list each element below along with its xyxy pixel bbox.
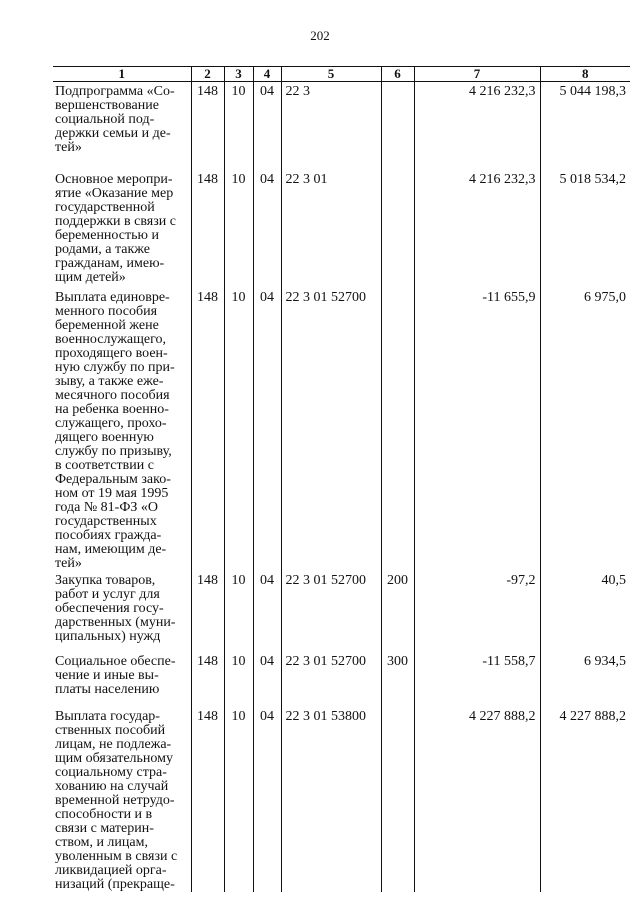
column-header-7: 7 xyxy=(414,67,540,82)
cell-ministry: 148 xyxy=(191,571,224,652)
cell-ministry: 148 xyxy=(191,82,224,170)
cell-amount-8: 6 934,5 xyxy=(540,652,630,707)
cell-amount-7: -11 655,9 xyxy=(414,288,540,571)
column-header-8: 8 xyxy=(540,67,630,82)
cell-expense-type: 200 xyxy=(381,571,414,652)
page-number: 202 xyxy=(310,28,330,43)
row-name: Выплата государ- ственных пособий лицам, не подлежа- щим обязательному социальному стра- хованию на случай временной нетрудо- способности и в связи с материн- ством, и лицам, уволенным в связи с ликвидацией орга- низаций (прекраще- xyxy=(53,707,191,892)
cell-section: 10 xyxy=(224,652,253,707)
cell-subsection: 04 xyxy=(253,652,281,707)
cell-subsection: 04 xyxy=(253,288,281,571)
cell-amount-8: 5 018 534,2 xyxy=(540,170,630,288)
column-header-3: 3 xyxy=(224,67,253,82)
cell-expense-type xyxy=(381,170,414,288)
row-name: Основное меропри- ятие «Оказание мер государственной поддержки в связи с беременностью и родами, а также гражданам, имею- щим детей» xyxy=(53,170,191,288)
column-header-1: 1 xyxy=(53,67,191,82)
cell-expense-type xyxy=(381,288,414,571)
table-row xyxy=(53,82,630,170)
column-header-4: 4 xyxy=(253,67,281,82)
cell-expense-type: 300 xyxy=(381,652,414,707)
column-header-6: 6 xyxy=(381,67,414,82)
cell-target: 22 3 01 52700 xyxy=(281,571,381,652)
cell-target: 22 3 01 52700 xyxy=(281,288,381,571)
table-row xyxy=(53,652,630,707)
table-row xyxy=(53,170,630,288)
cell-section: 10 xyxy=(224,170,253,288)
cell-amount-8: 6 975,0 xyxy=(540,288,630,571)
cell-target: 22 3 01 xyxy=(281,170,381,288)
cell-target: 22 3 01 52700 xyxy=(281,652,381,707)
cell-subsection: 04 xyxy=(253,571,281,652)
cell-subsection: 04 xyxy=(253,707,281,892)
cell-ministry: 148 xyxy=(191,707,224,892)
row-name: Выплата единовре- менного пособия беременной жене военнослужащего, проходящего воен- ную службу по при- зыву, а также еже- месячного пособия на ребенка военно- служащего, прохо- дящего военную службу по призыву, в соответствии с Федеральным зако- ном от 19 мая 1995 года № 81-ФЗ «О государственных пособиях гражда- нам, имеющим де- тей» xyxy=(53,288,191,571)
cell-subsection: 04 xyxy=(253,82,281,170)
table-row xyxy=(53,571,630,652)
cell-expense-type xyxy=(381,82,414,170)
cell-target: 22 3 01 53800 xyxy=(281,707,381,892)
cell-amount-8: 40,5 xyxy=(540,571,630,652)
row-name: Подпрограмма «Со- вершенствование социальной под- держки семьи и де- тей» xyxy=(53,82,191,170)
cell-section: 10 xyxy=(224,288,253,571)
header-row xyxy=(53,67,630,82)
table-row xyxy=(53,707,630,892)
column-header-5: 5 xyxy=(281,67,381,82)
cell-section: 10 xyxy=(224,82,253,170)
cell-amount-8: 4 227 888,2 xyxy=(540,707,630,892)
cell-subsection: 04 xyxy=(253,170,281,288)
cell-ministry: 148 xyxy=(191,288,224,571)
cell-amount-7: -97,2 xyxy=(414,571,540,652)
cell-expense-type xyxy=(381,707,414,892)
row-name: Закупка товаров, работ и услуг для обеспечения госу- дарственных (муни- ципальных) нужд xyxy=(53,571,191,652)
column-header-2: 2 xyxy=(191,67,224,82)
cell-amount-7: 4 216 232,3 xyxy=(414,82,540,170)
cell-section: 10 xyxy=(224,707,253,892)
cell-amount-8: 5 044 198,3 xyxy=(540,82,630,170)
cell-ministry: 148 xyxy=(191,170,224,288)
budget-table xyxy=(53,66,630,892)
cell-amount-7: 4 227 888,2 xyxy=(414,707,540,892)
cell-target: 22 3 xyxy=(281,82,381,170)
table-row xyxy=(53,288,630,571)
cell-amount-7: -11 558,7 xyxy=(414,652,540,707)
cell-ministry: 148 xyxy=(191,652,224,707)
cell-section: 10 xyxy=(224,571,253,652)
row-name: Социальное обеспе- чение и иные вы- платы населению xyxy=(53,652,191,707)
cell-amount-7: 4 216 232,3 xyxy=(414,170,540,288)
